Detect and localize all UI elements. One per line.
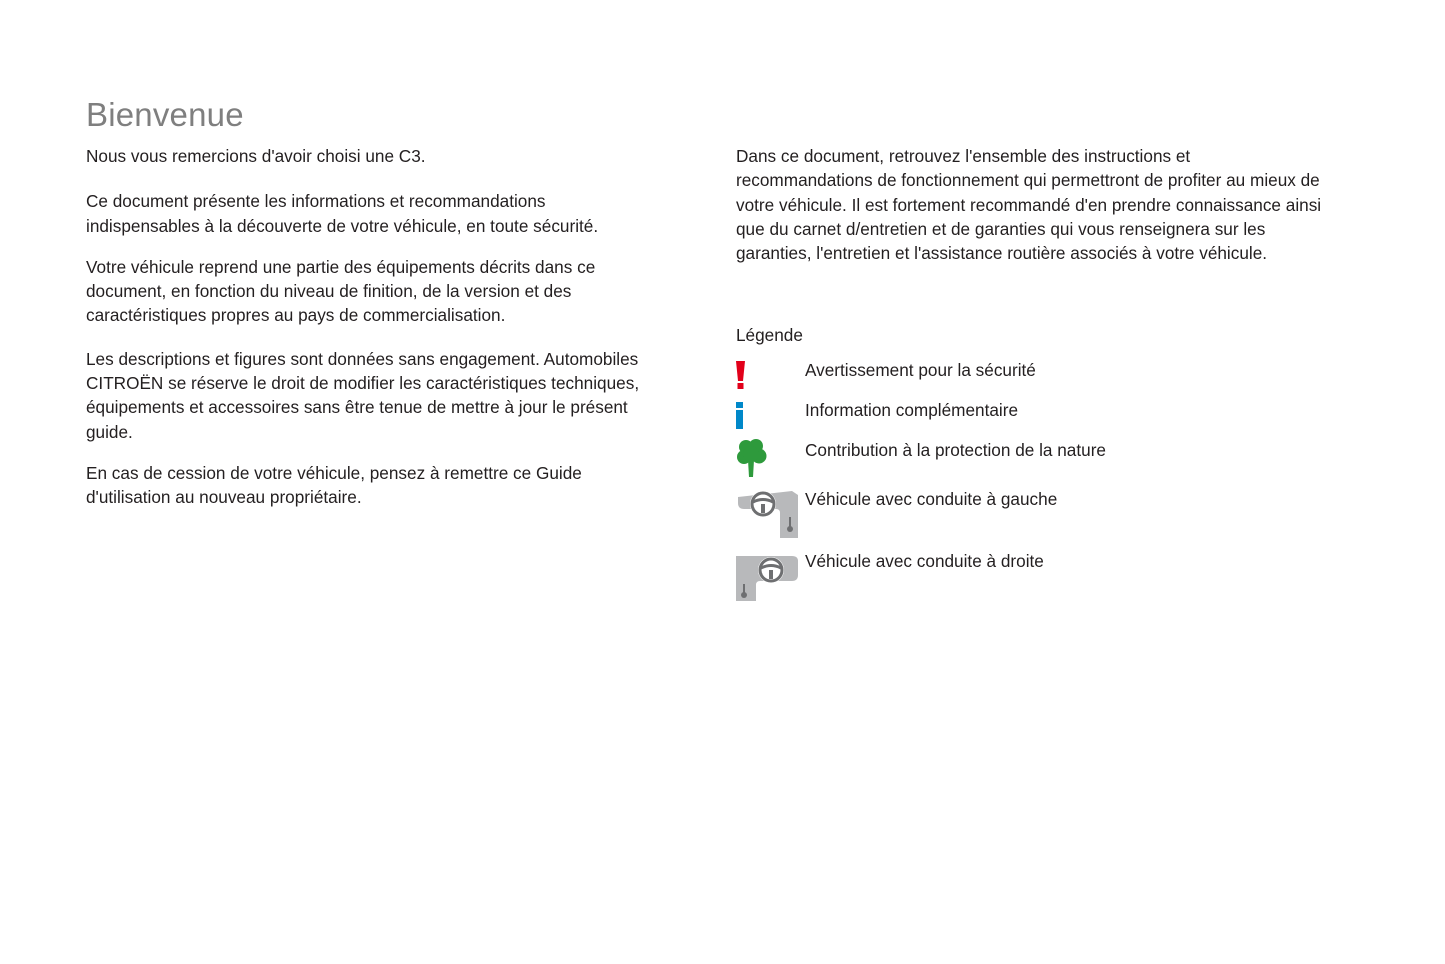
disclaimer-paragraph: Les descriptions et figures sont données sans engagement. Automobiles CITROËN se réserve le droit de modifier les caractéristiques techniques, équipements et accessoires sans être tenue de mettre à jour le présent guide. <box>86 348 640 442</box>
legend-label-info: Information complémentaire <box>805 400 1019 420</box>
instructions-paragraph: Dans ce document, retrouvez l'ensemble des instructions et recommandations de fonctionnement qui permettront de profiter au mieux de votre véhicule. Il est fortement recommandé d'en prendre connaissance ainsi que du carnet d/entretien et de garanties qui vous renseignera sur les garanties, l'entretien et l'assistance routière associés à votre véhicule. <box>736 146 1322 264</box>
tree-icon <box>736 438 770 480</box>
equipment-paragraph: Votre véhicule reprend une partie des équipements décrits dans ce document, en fonction du niveau de finition, de la version et des caractéristiques propres au pays de commercialisation. <box>86 256 596 326</box>
document-purpose-paragraph: Ce document présente les informations et recommandations indispensables à la découverte de votre véhicule, en toute sécurité. <box>86 191 599 236</box>
warning-icon <box>736 358 750 392</box>
left-hand-drive-icon <box>736 487 800 541</box>
legend-item-left-hand-drive <box>736 487 1336 547</box>
legend-label-warning: Avertissement pour la sécurité <box>805 360 1036 380</box>
left-column <box>86 144 661 510</box>
page-title: Bienvenue <box>86 96 244 133</box>
right-column <box>736 144 1326 265</box>
legend-title: Légende <box>736 325 803 345</box>
resale-paragraph: En cas de cession de votre véhicule, pensez à remettre ce Guide d'utilisation au nouveau propriétaire. <box>86 462 582 508</box>
info-icon <box>736 398 750 432</box>
legend-label-left-hand-drive: Véhicule avec conduite à gauche <box>805 489 1058 509</box>
right-hand-drive-icon <box>736 549 800 603</box>
legend-label-right-hand-drive: Véhicule avec conduite à droite <box>805 551 1044 571</box>
intro-paragraph: Nous vous remercions d'avoir choisi une C3. <box>86 146 426 166</box>
legend-label-nature: Contribution à la protection de la nature <box>805 440 1106 460</box>
legend-item-right-hand-drive <box>736 549 1336 609</box>
